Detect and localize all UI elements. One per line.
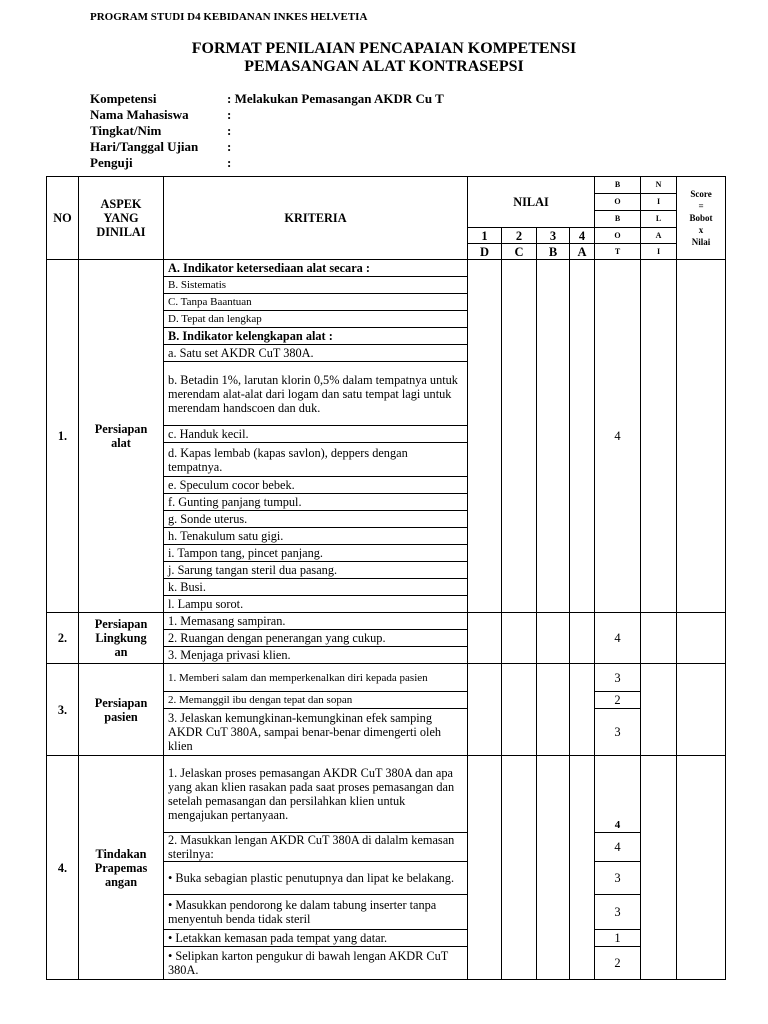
kriteria-item: B. Sistematis <box>164 277 468 294</box>
nilai-score-cell[interactable] <box>570 664 595 756</box>
kriteria-item: 3. Jelaskan kemungkinan-kemungkinan efek samping AKDR CuT 380A, sampai benar-benar dimengerti oleh klien <box>164 709 468 756</box>
header-bobot-letter: O <box>595 228 641 244</box>
kriteria-item: 2. Masukkan lengan AKDR CuT 380A di dalalm kemasan sterilnya: <box>164 833 468 862</box>
kriteria-item: • Selipkan karton pengukur di bawah lengan AKDR CuT 380A. <box>164 947 468 980</box>
institution-name: PROGRAM STUDI D4 KEBIDANAN INKES HELVETIA <box>90 11 368 23</box>
nilai-score-cell[interactable] <box>502 756 537 980</box>
score-cell[interactable] <box>677 260 726 613</box>
header-nilai-letter: N <box>641 177 677 194</box>
info-row-kompetensi <box>90 91 444 107</box>
header-aspek <box>79 177 164 260</box>
score-cell[interactable] <box>677 756 726 980</box>
info-row-tingkat <box>90 123 444 139</box>
info-label: Tingkat/Nim <box>90 123 162 138</box>
aspek-line: an <box>114 645 128 659</box>
section-number: 3. <box>47 664 79 756</box>
table-row <box>47 664 726 692</box>
section-aspek <box>79 756 164 980</box>
nilai-score-cell[interactable] <box>570 260 595 613</box>
form-title-line-2: PEMASANGAN ALAT KONTRASEPSI <box>244 58 524 75</box>
header-nilai-number: 1 <box>468 228 502 244</box>
kriteria-item: 1. Jelaskan proses pemasangan AKDR CuT 380A dan apa yang akan klien rasakan pada saat proses pemasangan dan setelah pemasangan dan persilahkan klien untuk mengajukan pertanyaan. <box>164 756 468 833</box>
kriteria-item: c. Handuk kecil. <box>164 426 468 443</box>
info-label: Penguji <box>90 155 133 170</box>
bobot-value: 3 <box>595 709 641 756</box>
nilai-cell[interactable] <box>641 260 677 613</box>
info-row-tanggal <box>90 139 444 155</box>
kriteria-item: h. Tenakulum satu gigi. <box>164 528 468 545</box>
nilai-cell[interactable] <box>641 664 677 756</box>
form-title-line-1: FORMAT PENILAIAN PENCAPAIAN KOMPETENSI <box>191 40 577 57</box>
info-label: Nama Mahasiswa <box>90 107 189 122</box>
bobot-value: 2 <box>595 947 641 980</box>
kriteria-item: b. Betadin 1%, larutan klorin 0,5% dalam tempatnya untuk merendam alat-alat dari logam dan satu tempat lagi untuk merendam handscoen dan duk. <box>164 362 468 426</box>
kriteria-item: a. Satu set AKDR CuT 380A. <box>164 345 468 362</box>
aspek-line: Persiapan <box>94 422 148 436</box>
header-nilai-letter-grade: D <box>468 244 502 260</box>
bobot-value: 4 <box>595 260 641 613</box>
kriteria-item: l. Lampu sorot. <box>164 596 468 613</box>
header-bobot-letter: B <box>595 211 641 228</box>
header-bobot-letter: T <box>595 244 641 260</box>
kriteria-item: • Letakkan kemasan pada tempat yang datar. <box>164 930 468 947</box>
nilai-score-cell[interactable] <box>468 260 502 613</box>
bobot-value: 2 <box>595 692 641 709</box>
nilai-score-cell[interactable] <box>468 664 502 756</box>
kriteria-item: 1. Memberi salam dan memperkenalkan diri kepada pasien <box>164 664 468 692</box>
bobot-value: 3 <box>595 895 641 930</box>
info-label: Hari/Tanggal Ujian <box>90 139 199 154</box>
nilai-score-cell[interactable] <box>502 664 537 756</box>
header-aspek-line: YANG <box>103 211 139 225</box>
header-nilai: NILAI <box>468 177 595 228</box>
aspek-line: Persiapan <box>94 617 148 631</box>
header-nilai-letter-grade: C <box>502 244 537 260</box>
kriteria-item: f. Gunting panjang tumpul. <box>164 494 468 511</box>
nilai-score-cell[interactable] <box>502 260 537 613</box>
section-aspek <box>79 613 164 664</box>
bobot-value: 4 <box>595 613 641 664</box>
score-line: = <box>698 201 704 211</box>
header-kriteria: KRITERIA <box>164 177 468 260</box>
kriteria-item: e. Speculum cocor bebek. <box>164 477 468 494</box>
aspek-line: Tindakan <box>95 846 147 861</box>
info-label: Kompetensi <box>90 91 157 106</box>
kriteria-item: 2. Ruangan dengan penerangan yang cukup. <box>164 630 468 647</box>
bobot-value: 3 <box>595 862 641 895</box>
kriteria-item: d. Kapas lembab (kapas savlon), deppers dengan tempatnya. <box>164 443 468 477</box>
nilai-score-cell[interactable] <box>468 613 502 664</box>
score-cell[interactable] <box>677 613 726 664</box>
kriteria-item: • Buka sebagian plastic penutupnya dan lipat ke belakang. <box>164 862 468 895</box>
info-value: : <box>227 107 232 122</box>
student-info-block <box>90 91 444 171</box>
nilai-score-cell[interactable] <box>468 756 502 980</box>
score-line: Bobot <box>689 213 713 223</box>
header-nilai-letter: I <box>641 244 677 260</box>
bobot-value: 1 <box>595 930 641 947</box>
kriteria-item: 1. Memasang sampiran. <box>164 613 468 630</box>
nilai-cell[interactable] <box>641 613 677 664</box>
assessment-table <box>46 176 726 980</box>
info-value: : <box>227 155 232 170</box>
info-value: : <box>227 123 232 138</box>
score-line: x <box>698 225 704 235</box>
header-nilai-number: 4 <box>570 228 595 244</box>
info-value: : Melakukan Pemasangan AKDR Cu T <box>227 91 444 106</box>
aspek-line: Prapemas <box>94 860 148 875</box>
kriteria-item: C. Tanpa Baantuan <box>164 294 468 311</box>
section-number: 4. <box>47 756 79 980</box>
info-value: : <box>227 139 232 154</box>
header-nilai-letter: I <box>641 194 677 211</box>
score-line: Nilai <box>691 237 711 247</box>
header-bobot-letter: B <box>595 177 641 194</box>
nilai-score-cell[interactable] <box>537 756 570 980</box>
kriteria-item: B. Indikator kelengkapan alat : <box>164 328 468 345</box>
nilai-score-cell[interactable] <box>537 613 570 664</box>
kriteria-item: 3. Menjaga privasi klien. <box>164 647 468 664</box>
kriteria-item: A. Indikator ketersediaan alat secara : <box>164 260 468 277</box>
aspek-line: alat <box>111 436 131 450</box>
nilai-score-cell[interactable] <box>537 664 570 756</box>
nilai-score-cell[interactable] <box>570 756 595 980</box>
aspek-line: angan <box>104 874 138 889</box>
header-no: NO <box>47 177 79 260</box>
score-line: Score <box>690 189 712 199</box>
header-score <box>677 177 726 260</box>
nilai-score-cell[interactable] <box>502 613 537 664</box>
nilai-score-cell[interactable] <box>537 260 570 613</box>
header-nilai-letter: A <box>641 228 677 244</box>
aspek-line: Lingkung <box>95 631 147 645</box>
section-aspek <box>79 260 164 613</box>
kriteria-item: • Masukkan pendorong ke dalam tabung inserter tanpa menyentuh benda tidak steril <box>164 895 468 930</box>
header-bobot-letter: O <box>595 194 641 211</box>
kriteria-item: i. Tampon tang, pincet panjang. <box>164 545 468 562</box>
header-nilai-number: 3 <box>537 228 570 244</box>
kriteria-item: j. Sarung tangan steril dua pasang. <box>164 562 468 579</box>
aspek-line: pasien <box>104 709 138 724</box>
section-aspek <box>79 664 164 756</box>
kriteria-item: D. Tepat dan lengkap <box>164 311 468 328</box>
header-nilai-letter-grade: A <box>570 244 595 260</box>
score-cell[interactable] <box>677 664 726 756</box>
table-row <box>47 613 726 630</box>
table-row <box>47 260 726 277</box>
kriteria-item: g. Sonde uterus. <box>164 511 468 528</box>
section-number: 1. <box>47 260 79 613</box>
kriteria-item: 2. Memanggil ibu dengan tepat dan sopan <box>164 692 468 709</box>
bobot-value: 4 <box>595 756 641 833</box>
header-nilai-letter: L <box>641 211 677 228</box>
bobot-value: 3 <box>595 664 641 692</box>
section-number: 2. <box>47 613 79 664</box>
kriteria-item: k. Busi. <box>164 579 468 596</box>
table-row <box>47 756 726 833</box>
nilai-cell[interactable] <box>641 756 677 980</box>
aspek-line: Persiapan <box>94 695 148 710</box>
header-nilai-letter-grade: B <box>537 244 570 260</box>
bobot-value: 4 <box>595 833 641 862</box>
nilai-score-cell[interactable] <box>570 613 595 664</box>
header-nilai-number: 2 <box>502 228 537 244</box>
info-row-penguji <box>90 155 444 171</box>
header-aspek-line: DINILAI <box>96 225 146 239</box>
info-row-nama <box>90 107 444 123</box>
header-aspek-line: ASPEK <box>100 197 142 211</box>
